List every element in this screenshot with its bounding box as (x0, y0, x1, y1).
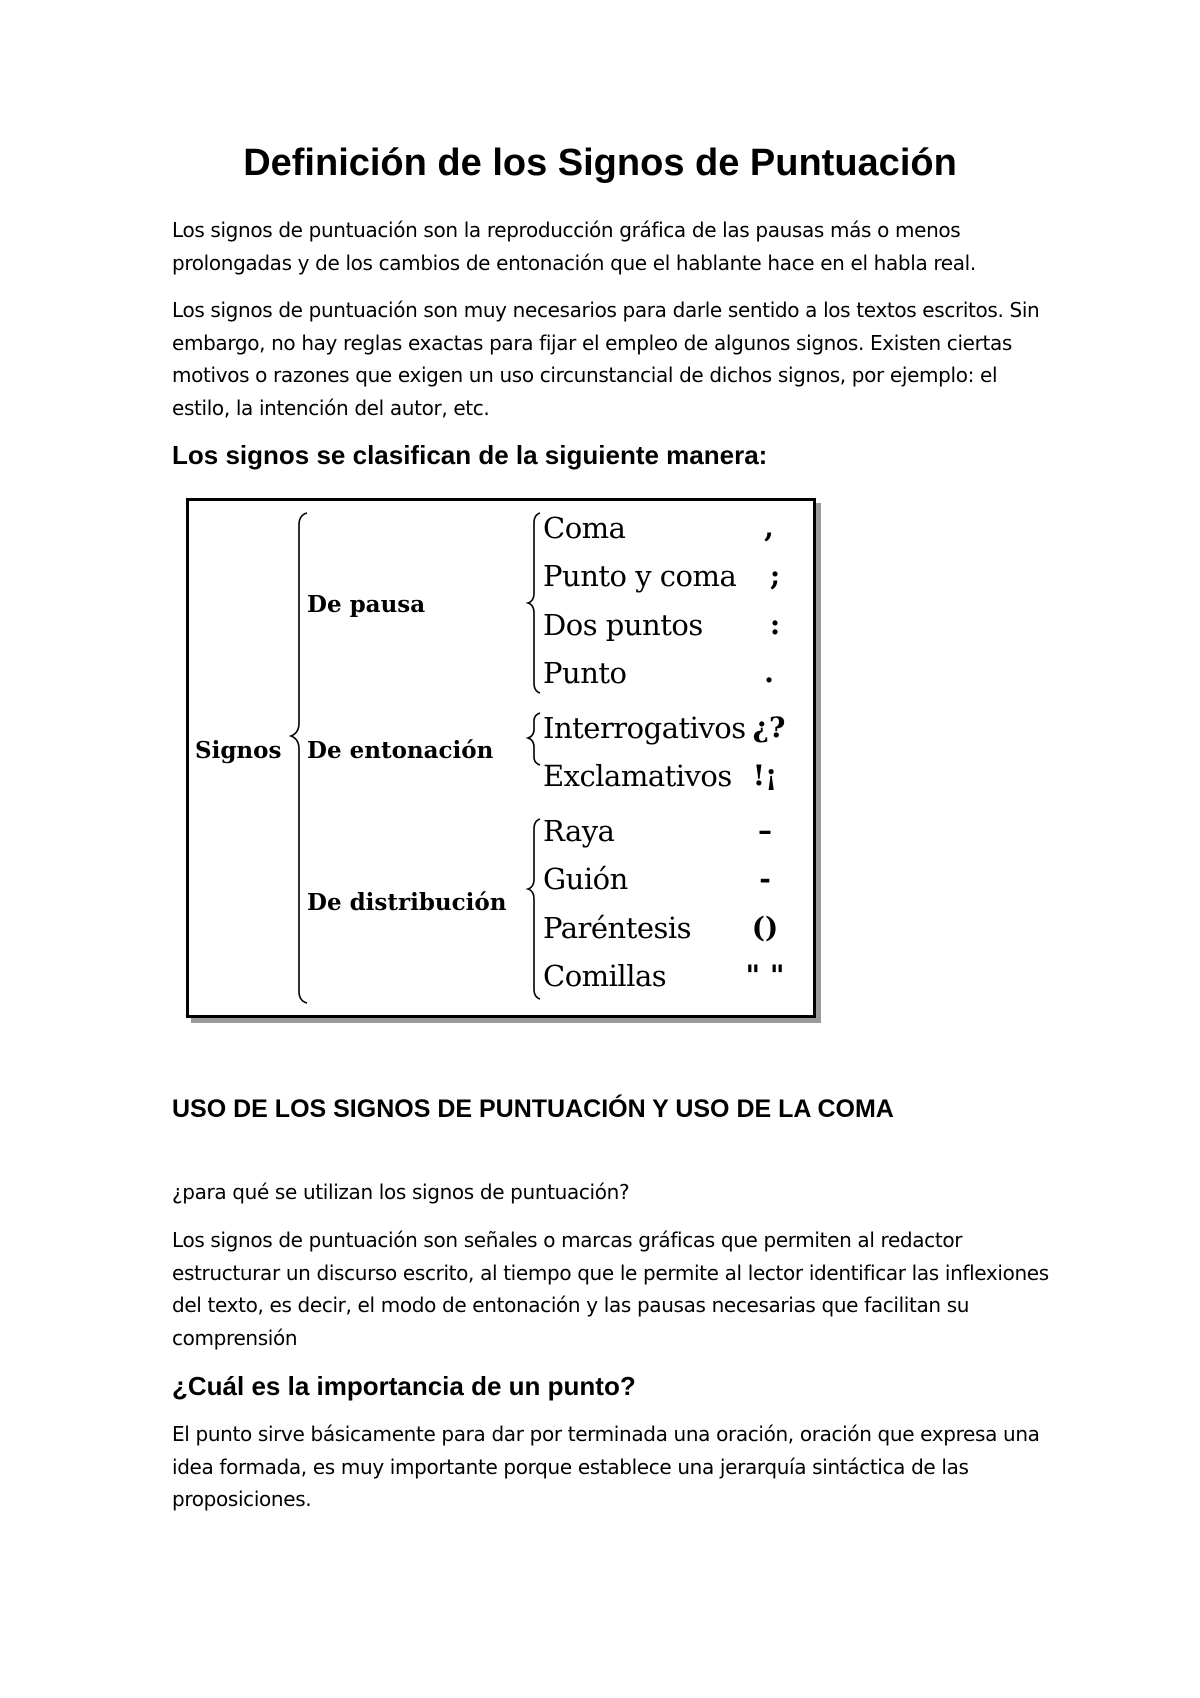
item-symbol: : (769, 608, 781, 641)
item-label: Punto y coma (543, 559, 737, 593)
group-label-distribucion: De distribución (307, 889, 507, 916)
item-label: Interrogativos (543, 711, 746, 745)
item-label: Exclamativos (543, 759, 732, 793)
item-symbol: - (759, 862, 771, 895)
question-line: ¿para qué se utilizan los signos de puntuación? (172, 1180, 630, 1204)
item-symbol: " " (745, 959, 785, 992)
uso-heading: USO DE LOS SIGNOS DE PUNTUACIÓN Y USO DE LA COMA (172, 1095, 894, 1123)
punto-heading: ¿Cuál es la importancia de un punto? (172, 1371, 636, 1401)
group-label-pausa: De pausa (307, 591, 426, 618)
intro-paragraph-1: Los signos de puntuación son la reproducción gráfica de las pausas más o menos prolongadas y de los cambios de entonación que el hablante hace en el habla real. (172, 218, 976, 275)
item-label: Coma (543, 511, 626, 545)
item-symbol: ; (769, 559, 781, 592)
group-label-entonacion: De entonación (307, 737, 494, 764)
item-symbol: , (764, 511, 774, 544)
item-label: Paréntesis (543, 911, 692, 945)
classification-heading: Los signos se clasifican de la siguiente manera: (172, 440, 768, 470)
intro-paragraph-2: Los signos de puntuación son muy necesarios para darle sentido a los textos escritos. Sin embargo, no hay reglas exactas para fijar el empleo de algunos signos. Existen ciertas motivos o razones que exigen un uso circunstancial de dichos signos, por ejemplo: el estilo, la intención del autor, etc. (172, 298, 1040, 420)
item-label: Dos puntos (543, 608, 703, 642)
uso-paragraph: Los signos de puntuación son señales o marcas gráficas que permiten al redactor estructurar un discurso escrito, al tiempo que le permite al lector identificar las inflexiones del texto, es decir, el modo de entonación y las pausas necesarias que facilitan su comprensión (172, 1228, 1049, 1350)
item-symbol: . (764, 656, 774, 689)
item-label: Raya (543, 814, 615, 848)
item-label: Guión (543, 862, 628, 896)
item-symbol: () (751, 911, 779, 944)
classification-diagram (186, 498, 816, 1018)
item-symbol: – (758, 814, 772, 847)
punto-paragraph: El punto sirve básicamente para dar por terminada una oración, oración que expresa una idea formada, es muy importante porque establece una jerarquía sintáctica de las proposiciones. (172, 1422, 1040, 1511)
page-title: Definición de los Signos de Puntuación (243, 142, 957, 184)
root-label: Signos (195, 737, 282, 764)
item-label: Comillas (543, 959, 667, 993)
item-symbol: ¿? (752, 711, 786, 744)
item-label: Punto (543, 656, 627, 690)
item-symbol: !¡ (752, 759, 778, 792)
